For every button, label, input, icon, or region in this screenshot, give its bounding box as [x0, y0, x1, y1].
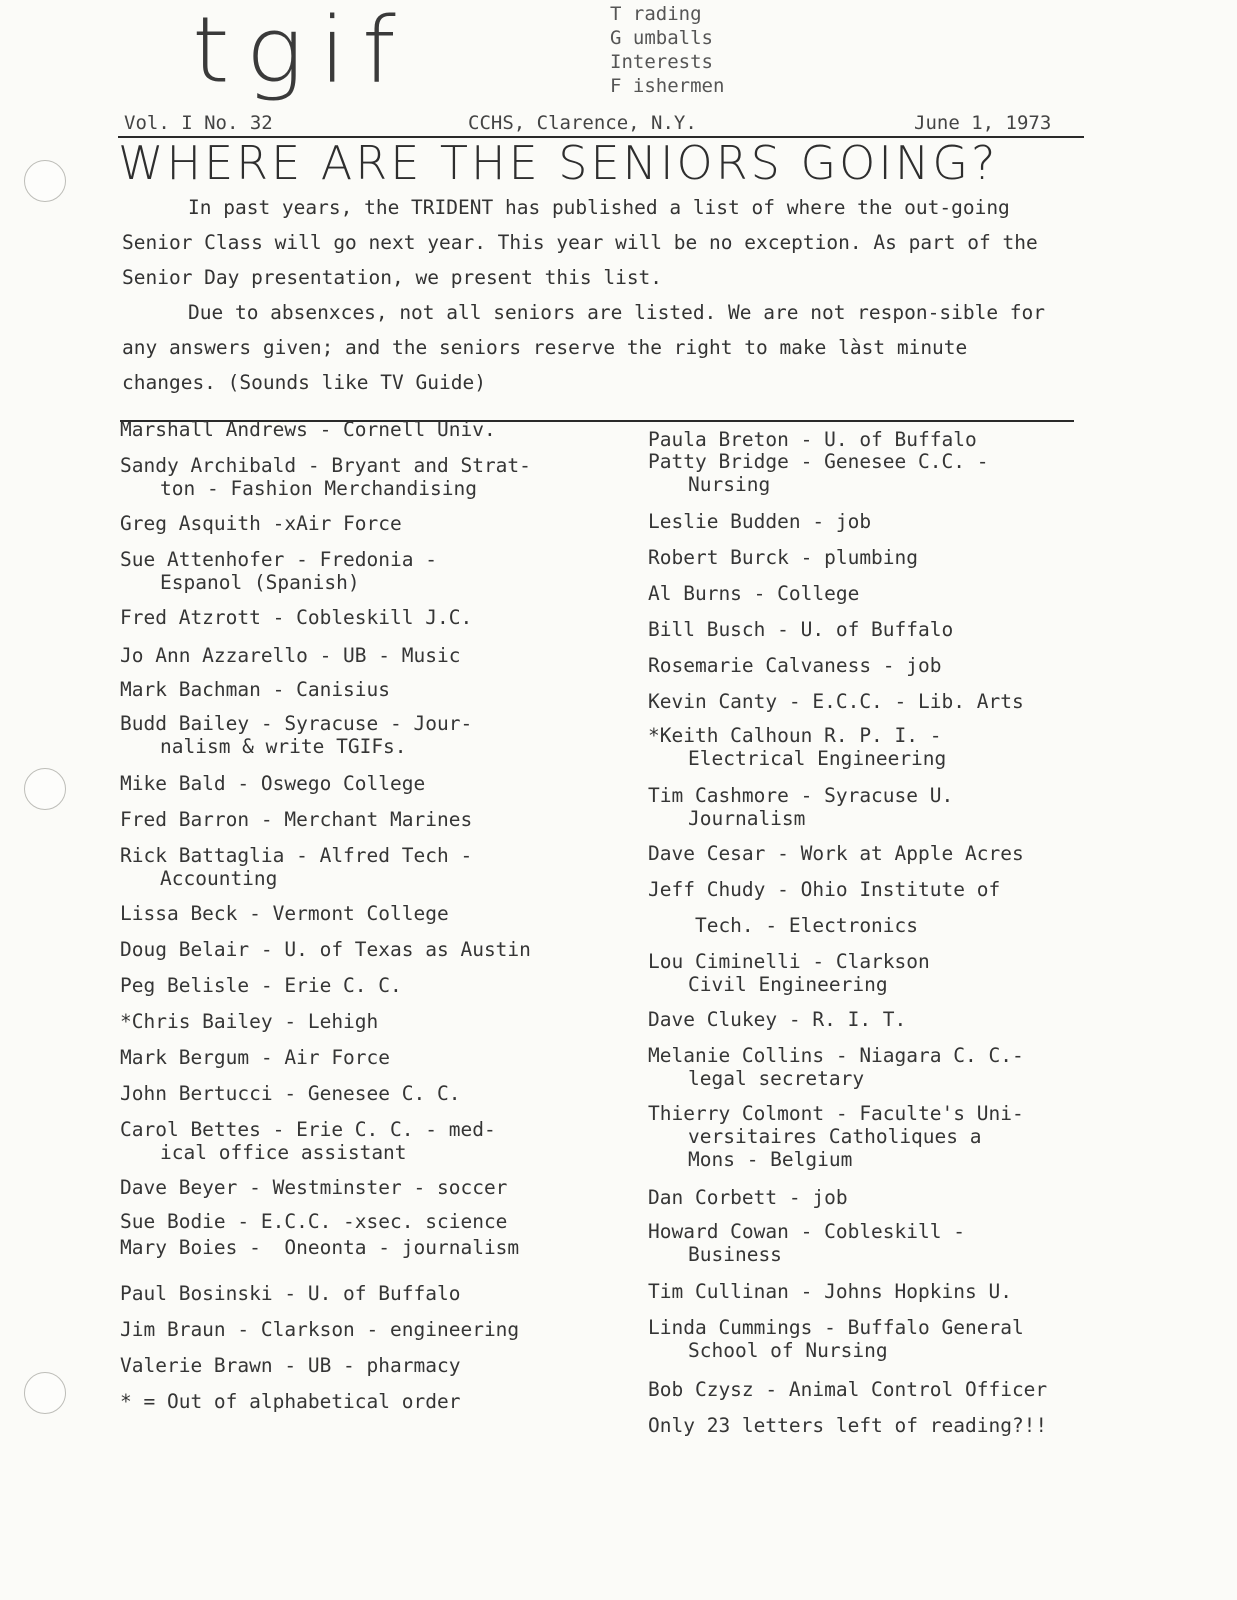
list-item [648, 842, 1024, 865]
list-item [648, 784, 953, 830]
list-item-text: Kevin Canty - E.C.C. - Lib. Arts [648, 690, 1024, 713]
punch-hole [24, 160, 66, 202]
list-item-text: Greg Asquith -xAir Force [120, 512, 402, 535]
list-item-text: Tech. - Electronics [648, 914, 919, 937]
list-item-text: Jo Ann Azzarello - UB - Music [120, 644, 461, 667]
list-item-text: Jeff Chudy - Ohio Institute of [648, 878, 1001, 901]
list-item-text: *Chris Bailey - Lehigh [120, 1010, 379, 1033]
list-item [648, 1102, 1024, 1171]
list-item-text: Lou Ciminelli - Clarkson [648, 950, 930, 973]
list-item [648, 546, 918, 569]
list-item [120, 1010, 378, 1033]
list-item-text: Dave Cesar - Work at Apple Acres [648, 842, 1024, 865]
list-item-text: Leslie Budden - job [648, 510, 872, 533]
list-item [648, 450, 988, 496]
list-item [648, 1044, 1024, 1090]
list-item [120, 678, 390, 701]
list-item [120, 512, 402, 535]
list-item-continuation: Mons - Belgium [688, 1148, 853, 1171]
list-item-continuation: Espanol (Spanish) [160, 571, 360, 594]
list-item [120, 1318, 519, 1341]
list-item-continuation: Business [688, 1243, 782, 1266]
list-item-text: Dave Clukey - R. I. T. [648, 1008, 907, 1031]
list-item-text: Lissa Beck - Vermont College [120, 902, 449, 925]
acrostic-line: G umballs [610, 27, 713, 49]
list-item-text: Al Burns - College [648, 582, 860, 605]
list-item [120, 1176, 507, 1199]
list-item-continuation: Civil Engineering [688, 973, 888, 996]
list-item-text: Mike Bald - Oswego College [120, 772, 426, 795]
list-item [648, 1008, 906, 1031]
masthead-acrostic [610, 2, 724, 98]
list-item [648, 914, 918, 937]
list-item [120, 1354, 460, 1377]
list-item-continuation: versitaires Catholiques a [688, 1125, 982, 1148]
list-item-text: Jim Braun - Clarkson - engineering [120, 1318, 520, 1341]
list-item-text: Dan Corbett - job [648, 1186, 848, 1209]
list-item [648, 1186, 848, 1209]
list-item [648, 878, 1000, 901]
list-item-continuation: nalism & write TGIFs. [160, 735, 407, 758]
list-item [120, 902, 449, 925]
list-item-text: Doug Belair - U. of Texas as Austin [120, 938, 531, 961]
list-item-continuation: School of Nursing [688, 1339, 888, 1362]
list-item-text: Marshall Andrews - Cornell Univ. [120, 418, 496, 441]
list-item-text: Patty Bridge - Genesee C.C. - [648, 450, 989, 473]
issue-volume: Vol. I No. 32 [124, 112, 273, 134]
footnote: * = Out of alphabetical order [120, 1390, 461, 1413]
list-item [648, 618, 953, 641]
list-item-text: Carol Bettes - Erie C. C. - med- [120, 1118, 496, 1141]
list-item-text: Paul Bosinski - U. of Buffalo [120, 1282, 461, 1305]
list-item [120, 1236, 519, 1259]
list-item-text: Bob Czysz - Animal Control Officer [648, 1378, 1048, 1401]
list-item [648, 1280, 1012, 1303]
list-item [120, 772, 425, 795]
list-item [120, 808, 472, 831]
acrostic-line: Interests [610, 51, 713, 73]
list-item [648, 950, 930, 996]
intro-paragraph: Due to absenxces, not all seniors are listed. We are not respon-sible for any answers given; and the seniors reserve the right to make làst minute changes. (Sounds like TV Guide) [122, 301, 1046, 394]
list-item-text: Linda Cummings - Buffalo General [648, 1316, 1024, 1339]
list-item [648, 654, 942, 677]
punch-hole [24, 768, 66, 810]
list-item-continuation: ton - Fashion Merchandising [160, 477, 477, 500]
list-item [120, 1118, 496, 1164]
list-item [120, 1046, 390, 1069]
list-item [120, 712, 472, 758]
list-item [120, 454, 531, 500]
list-item-text: Tim Cashmore - Syracuse U. [648, 784, 954, 807]
list-item-text: Sandy Archibald - Bryant and Strat- [120, 454, 531, 477]
intro-text [122, 190, 1062, 400]
issue-school: CCHS, Clarence, N.Y. [468, 112, 697, 134]
masthead-logo: tgif [192, 0, 412, 104]
list-item [120, 1282, 460, 1305]
list-item-continuation: legal secretary [688, 1067, 865, 1090]
list-item [648, 510, 871, 533]
list-item-text: Thierry Colmont - Faculte's Uni- [648, 1102, 1024, 1125]
list-item-text: Valerie Brawn - UB - pharmacy [120, 1354, 461, 1377]
list-item-text: Rick Battaglia - Alfred Tech - [120, 844, 473, 867]
intro-paragraph: In past years, the TRIDENT has published a list of where the out-going Senior Class will go next year. This year will be no exception. As part of the Senior Day presentation, we present this list. [122, 196, 1038, 289]
list-item-continuation: Electrical Engineering [688, 747, 947, 770]
list-item [648, 1378, 1047, 1401]
list-item [648, 428, 977, 451]
list-item [648, 582, 859, 605]
list-item-text: Dave Beyer - Westminster - soccer [120, 1176, 508, 1199]
list-item-text: Robert Burck - plumbing [648, 546, 919, 569]
list-item-text: Peg Belisle - Erie C. C. [120, 974, 402, 997]
list-item [120, 418, 496, 441]
list-item [120, 606, 472, 629]
list-item [120, 1082, 460, 1105]
list-item [648, 724, 946, 770]
acrostic-line: T rading [610, 3, 702, 25]
list-item [120, 938, 531, 961]
list-item [648, 690, 1024, 713]
list-item [120, 644, 460, 667]
list-item-text: John Bertucci - Genesee C. C. [120, 1082, 461, 1105]
list-item [120, 548, 437, 594]
list-item [120, 974, 402, 997]
page-title: WHERE ARE THE SENIORS GOING? [118, 136, 999, 190]
issue-date: June 1, 1973 [914, 112, 1052, 134]
list-item-text: Paula Breton - U. of Buffalo [648, 428, 977, 451]
acrostic-line: F ishermen [610, 75, 725, 97]
list-item-continuation: ical office assistant [160, 1141, 407, 1164]
list-item-text: Sue Attenhofer - Fredonia - [120, 548, 437, 571]
footnote: Only 23 letters left of reading?!! [648, 1414, 1048, 1437]
list-item-text: Mary Boies - Oneonta - journalism [120, 1236, 520, 1259]
list-item-continuation: Journalism [688, 807, 806, 830]
list-item [120, 844, 472, 890]
list-item-text: Melanie Collins - Niagara C. C.- [648, 1044, 1024, 1067]
list-item-text: *Keith Calhoun R. P. I. - [648, 724, 942, 747]
list-item [648, 1316, 1024, 1362]
list-item-text: Budd Bailey - Syracuse - Jour- [120, 712, 473, 735]
list-item [120, 1210, 507, 1233]
punch-hole [24, 1372, 66, 1414]
list-item-text: Howard Cowan - Cobleskill - [648, 1220, 965, 1243]
list-item-text: Mark Bergum - Air Force [120, 1046, 391, 1069]
list-item-continuation: Accounting [160, 867, 278, 890]
list-item [648, 1220, 965, 1266]
list-item-text: Sue Bodie - E.C.C. -xsec. science [120, 1210, 508, 1233]
list-item-text: Bill Busch - U. of Buffalo [648, 618, 954, 641]
list-item-text: Rosemarie Calvaness - job [648, 654, 942, 677]
list-item-text: Fred Barron - Merchant Marines [120, 808, 473, 831]
list-item-continuation: Nursing [688, 473, 771, 496]
list-item-text: Tim Cullinan - Johns Hopkins U. [648, 1280, 1012, 1303]
list-item-text: Fred Atzrott - Cobleskill J.C. [120, 606, 473, 629]
list-item-text: Mark Bachman - Canisius [120, 678, 391, 701]
